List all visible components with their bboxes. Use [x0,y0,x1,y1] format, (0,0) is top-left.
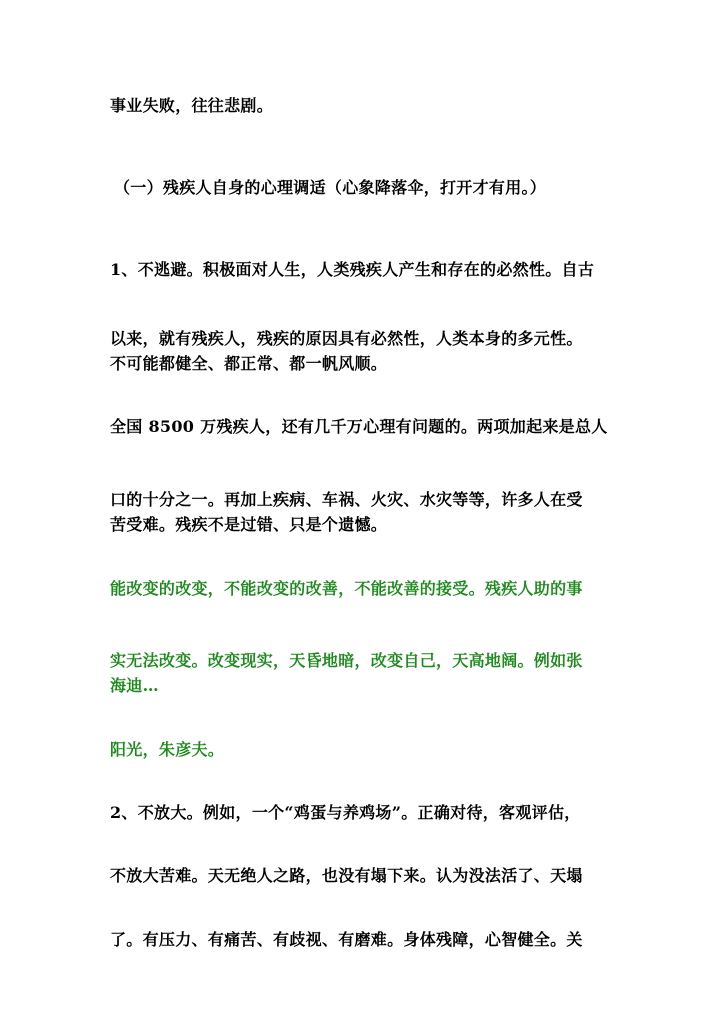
green-line-4: 阳光，朱彦夫。 [110,740,225,759]
text-line-6: 全国 8500 万残疾人，还有几千万心理有问题的。两项加起来是总人 [110,417,608,436]
text-line-7: 口的十分之一。再加上疾病、车祸、火灾、水灾等等，许多人在受 [110,490,583,509]
text-line-14: 不放大苦难。天无绝人之路，也没有塌下来。认为没法活了、天塌 [110,866,583,885]
text-line-4: 以来，就有残疾人，残疾的原因具有必然性，人类本身的多元性。 [110,329,583,348]
text-line-8: 苦受难。残疾不是过错、只是个遗憾。 [110,515,388,534]
text-line-13: 2、不放大。例如，一个“鸡蛋与养鸡场”。正确对待，客观评估， [110,803,581,822]
section-heading: （一）残疾人自身的心理调适（心象降落伞，打开才有用。） [114,178,547,197]
text-line-5: 不可能都健全、都正常、都一帆风顺。 [110,354,388,373]
text-line-1: 事业失败，往往悲剧。 [110,96,274,115]
green-line-3: 海迪… [110,676,159,695]
text-line-3: 1、不逃避。积极面对人生，人类残疾人产生和存在的必然性。自古 [110,260,595,279]
text-line-15: 了。有压力、有痛苦、有歧视、有磨难。身体残障，心智健全。关 [110,930,583,949]
green-line-1: 能改变的改变，不能改变的改善，不能改善的接受。残疾人助的事 [110,579,583,598]
green-line-2: 实无法改变。改变现实，天昏地暗，改变自己，天高地阔。例如张 [110,651,583,670]
